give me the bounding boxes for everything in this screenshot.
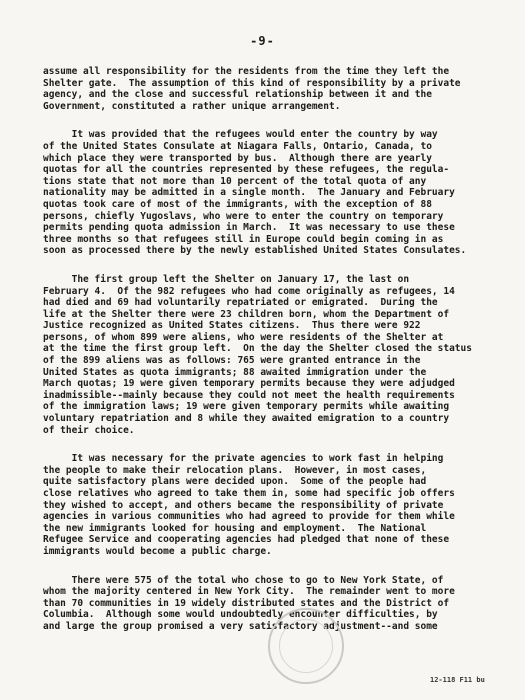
text-line: nationality may be admitted in a single month. The January and February <box>43 187 455 199</box>
text-line: agency, and the close and successful relationship between it and the <box>43 89 432 101</box>
page-number: -9- <box>250 34 275 48</box>
text-line: which place they were transported by bus. Although there are yearly <box>43 152 432 164</box>
paragraph-3 <box>43 274 503 436</box>
text-line: and large the group promised a very satisfactory adjustment--and some <box>43 620 438 632</box>
text-line: whom the majority centered in New York City. The remainder went to more <box>43 586 455 598</box>
paragraph-5 <box>43 575 503 633</box>
text-line: of the United States Consulate at Niagara Falls, Ontario, Canada, to <box>43 140 432 152</box>
text-line: of the 899 aliens was as follows: 765 were granted entrance in the <box>43 355 421 367</box>
text-line: the new immigrants looked for housing and employment. The National <box>43 522 427 534</box>
text-line: Justice recognized as United States citizens. Thus there were 922 <box>43 320 421 332</box>
text-line: persons, chiefly Yugoslavs, who were to enter the country on temporary <box>43 210 444 222</box>
text-line: Columbia. Although some would undoubtedly encounter difficulties, by <box>43 609 438 621</box>
text-line: The first group left the Shelter on January 17, the last on <box>43 273 410 285</box>
text-line: Shelter gate. The assumption of this kind of responsibility by a private <box>43 77 461 89</box>
text-line: Government, constituted a rather unique arrangement. <box>43 100 341 112</box>
text-line: at the time the first group left. On the day the Shelter closed the status <box>43 343 472 355</box>
text-line: tions state that not more than 10 percent of the total quota of any <box>43 175 427 187</box>
text-line: March quotas; 19 were given temporary permits because they were adjudged <box>43 378 455 390</box>
text-line: of the immigration laws; 19 were given temporary permits while awaiting <box>43 401 450 413</box>
text-line: of their choice. <box>43 424 135 436</box>
text-line: persons, of whom 899 were aliens, who were residents of the Shelter at <box>43 331 444 343</box>
library-stamp-icon <box>268 608 344 684</box>
text-line: It was provided that the refugees would enter the country by way <box>43 129 438 141</box>
paragraph-4 <box>43 453 503 557</box>
text-line: the people to make their relocation plans. However, in most cases, <box>43 464 427 476</box>
text-line: quite satisfactory plans were decided upon. Some of the people had <box>43 476 427 488</box>
paragraph-1 <box>43 66 503 112</box>
text-line: life at the Shelter there were 23 children born, whom the Department of <box>43 308 450 320</box>
text-line: inadmissible--mainly because they could not meet the health requirements <box>43 389 455 401</box>
document-body <box>43 66 503 650</box>
text-line: United States as quota immigrants; 88 awaited immigration under the <box>43 366 427 378</box>
text-line: It was necessary for the private agencies to work fast in helping <box>43 453 444 465</box>
text-line: February 4. Of the 982 refugees who had come originally as refugees, 14 <box>43 285 455 297</box>
text-line: they wished to accept, and others became the responsibility of private <box>43 499 444 511</box>
text-line: immigrants would become a public charge. <box>43 545 272 557</box>
text-line: quotas took care of most of the immigrants, with the exception of 88 <box>43 198 432 210</box>
text-line: agencies in various communities who had agreed to provide for them while <box>43 511 455 523</box>
text-line: than 70 communities in 19 widely distributed states and the District of <box>43 597 450 609</box>
text-line: close relatives who agreed to take them in, some had specific job offers <box>43 488 455 499</box>
text-line: Refugee Service and cooperating agencies had pledged that none of these <box>43 534 450 546</box>
footer-code: 12-118 F11 bu <box>430 676 485 684</box>
text-line: three months so that refugees still in Europe could begin coming in as <box>43 233 444 245</box>
text-line: voluntary repatriation and 8 while they awaited emigration to a country <box>43 413 450 425</box>
paragraph-2 <box>43 129 503 257</box>
text-line: quotas for all the countries represented by these refugees, the regula- <box>43 164 450 176</box>
text-line: soon as processed there by the newly established United States Consulates. <box>43 245 467 257</box>
text-line: assume all responsibility for the residents from the time they left the <box>43 66 450 77</box>
text-line: permits pending quota admission in March. It was necessary to use these <box>43 222 455 234</box>
text-line: had died and 69 had voluntarily repatriated or emigrated. During the <box>43 297 438 309</box>
text-line: There were 575 of the total who chose to go to New York State, of <box>43 574 444 586</box>
